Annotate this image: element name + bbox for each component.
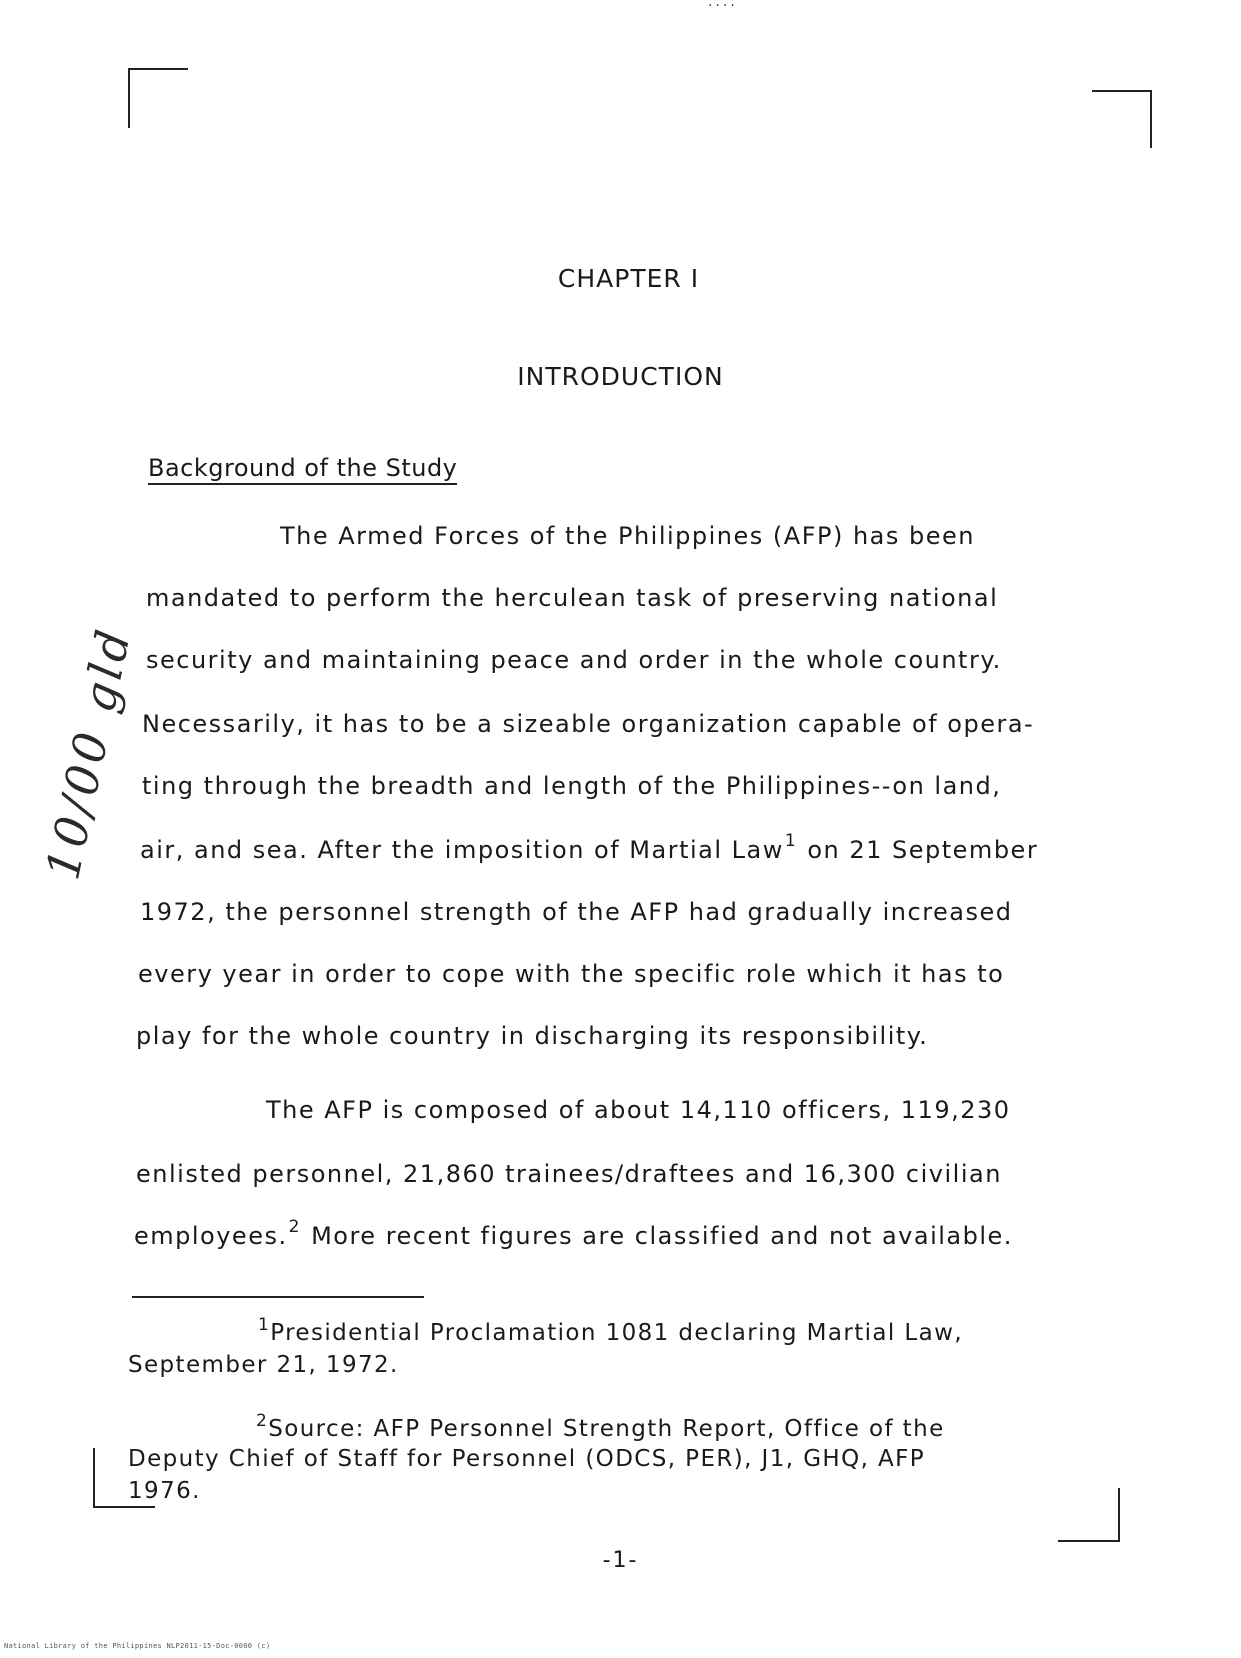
footnote-1-line1	[258, 1315, 964, 1346]
paragraph1-line6	[140, 831, 1039, 864]
paragraph2-line2: enlisted personnel, 21,860 trainees/draftees and 16,300 civilian	[136, 1160, 1002, 1188]
footnote-1-line2: September 21, 1972.	[128, 1352, 399, 1378]
page-number: -1-	[602, 1548, 639, 1573]
paragraph2-line3-text: employees.	[134, 1222, 288, 1250]
chapter-title: INTRODUCTION	[517, 362, 724, 391]
footnote-ref-2[interactable]: 2	[288, 1217, 301, 1237]
paragraph1-line1: The Armed Forces of the Philippines (AFP) has been	[280, 522, 975, 550]
paragraph1-line2: mandated to perform the herculean task of preserving national	[146, 584, 999, 612]
paragraph1-line9: play for the whole country in discharging its responsibility.	[136, 1022, 929, 1050]
footnote-ref-1[interactable]: 1	[784, 831, 798, 851]
footnote-separator	[132, 1296, 424, 1298]
scan-footer-caption: National Library of the Philippines NLP2011-15-Doc-0000 (c)	[4, 1642, 271, 1650]
top-scan-mark: ....	[708, 0, 738, 10]
paragraph1-line3: security and maintaining peace and order in the whole country.	[146, 646, 1002, 674]
handwritten-margin-note: 10/00 gld	[35, 621, 142, 885]
paragraph2-line3	[134, 1217, 1013, 1250]
paragraph1-line8: every year in order to cope with the specific role which it has to	[138, 960, 1005, 988]
footnote-2-line3: 1976.	[128, 1478, 201, 1504]
footnote-2-line2: Deputy Chief of Staff for Personnel (ODCS, PER), J1, GHQ, AFP	[128, 1446, 926, 1472]
paragraph1-line4: Necessarily, it has to be a sizeable organization capable of opera-	[142, 710, 1035, 738]
footnote-1-text: Presidential Proclamation 1081 declaring Martial Law,	[270, 1320, 964, 1346]
crop-mark-top-left	[128, 68, 188, 128]
footnote-1-mark: 1	[258, 1315, 271, 1335]
paragraph1-line7: 1972, the personnel strength of the AFP had gradually increased	[140, 898, 1013, 926]
paragraph2-line1: The AFP is composed of about 14,110 officers, 119,230	[266, 1096, 1011, 1124]
paragraph1-line6-text: air, and sea. After the imposition of Martial Law	[140, 836, 784, 864]
footnote-2-mark: 2	[256, 1411, 269, 1431]
paragraph1-line5: ting through the breadth and length of the Philippines--on land,	[142, 772, 1002, 800]
footnote-2-line1	[256, 1411, 945, 1442]
chapter-number: CHAPTER I	[557, 264, 700, 293]
crop-mark-top-right	[1092, 90, 1152, 148]
crop-mark-bottom-right	[1058, 1488, 1120, 1542]
paragraph2-line3-rest: More recent figures are classified and not available.	[301, 1222, 1013, 1250]
paragraph1-line6-rest: on 21 September	[798, 836, 1039, 864]
footnote-2-text: Source: AFP Personnel Strength Report, Office of the	[268, 1416, 945, 1442]
section-heading: Background of the Study	[148, 454, 457, 485]
